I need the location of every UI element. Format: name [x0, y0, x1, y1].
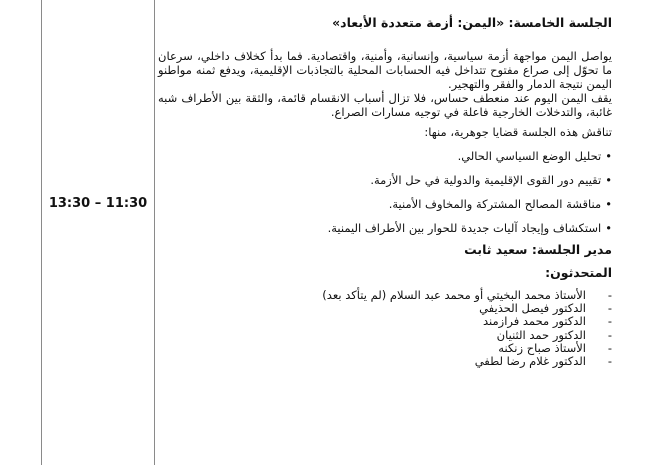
speaker-name: الأستاذ محمد البخيتي أو محمد عبد السلام (لم يتأكد بعد) [322, 288, 586, 302]
speaker-name: الأستاذ صباح زنكنه [498, 340, 586, 355]
speakers-list [158, 289, 612, 368]
point-text: مناقشة المصالح المشتركة والمخاوف الأمنية. [388, 197, 602, 211]
speaker-name: الدكتور محمد فرازمند [482, 314, 586, 329]
discussion-points [158, 149, 612, 236]
dash-icon: - [607, 288, 612, 302]
speakers-heading: المتحدثون: [545, 265, 612, 280]
list-item [158, 221, 612, 236]
list-item [158, 197, 612, 212]
session-details [158, 14, 612, 368]
dash-icon: - [607, 354, 612, 369]
bullet-icon: • [605, 221, 612, 235]
session-title: الجلسة الخامسة: «اليمن: أزمة متعددة الأبعاد» [332, 15, 612, 30]
bullet-icon: • [605, 173, 612, 187]
bullet-icon: • [605, 197, 612, 211]
list-item [158, 173, 612, 188]
session-paragraph-1: يواصل اليمن مواجهة أزمة سياسية، وإنسانية، وأمنية، واقتصادية. فما بدأ كخلاف داخلي، سرعان ما تحوّل إلى صراع مفتوح تتداخل فيه الحسابات المحلية بالتجاذبات الإقليمية، ويدفع ثمنه مواطنو اليمن نتيجة الدمار والفقر والتهجير. [158, 49, 612, 91]
session-paragraph-2: يقف اليمن اليوم عند منعطف حساس، فلا تزال أسباب الانقسام قائمة، والثقة بين الأطراف شبه غائبة، والتدخلات الخارجية فاعلة في توجيه مسارات الصراع. [158, 91, 612, 119]
table-border-left [41, 0, 42, 465]
point-text: تقييم دور القوى الإقليمية والدولية في حل الأزمة. [370, 173, 602, 187]
point-text: تحليل الوضع السياسي الحالي. [457, 149, 602, 163]
dash-icon: - [607, 340, 612, 355]
table-border-middle [154, 0, 155, 465]
session-intro: تناقش هذه الجلسة قضايا جوهرية، منها: [424, 125, 612, 139]
bullet-icon: • [605, 149, 612, 163]
session-moderator: مدير الجلسة: سعيد ثابت [464, 242, 612, 257]
speaker-name: الدكتور غلام رضا لطفي [474, 354, 586, 369]
session-time: 13:30 – 11:30 [48, 196, 148, 211]
list-item [158, 149, 612, 164]
speaker-name: الدكتور فيصل الحذيفي [479, 301, 586, 316]
dash-icon: - [607, 327, 612, 342]
speaker-name: الدكتور حمد الثنيان [496, 327, 586, 342]
point-text: استكشاف وإيجاد آليات جديدة للحوار بين الأطراف اليمنية. [327, 221, 602, 235]
dash-icon: - [607, 301, 612, 316]
speaker-item [158, 355, 612, 368]
dash-icon: - [607, 314, 612, 329]
